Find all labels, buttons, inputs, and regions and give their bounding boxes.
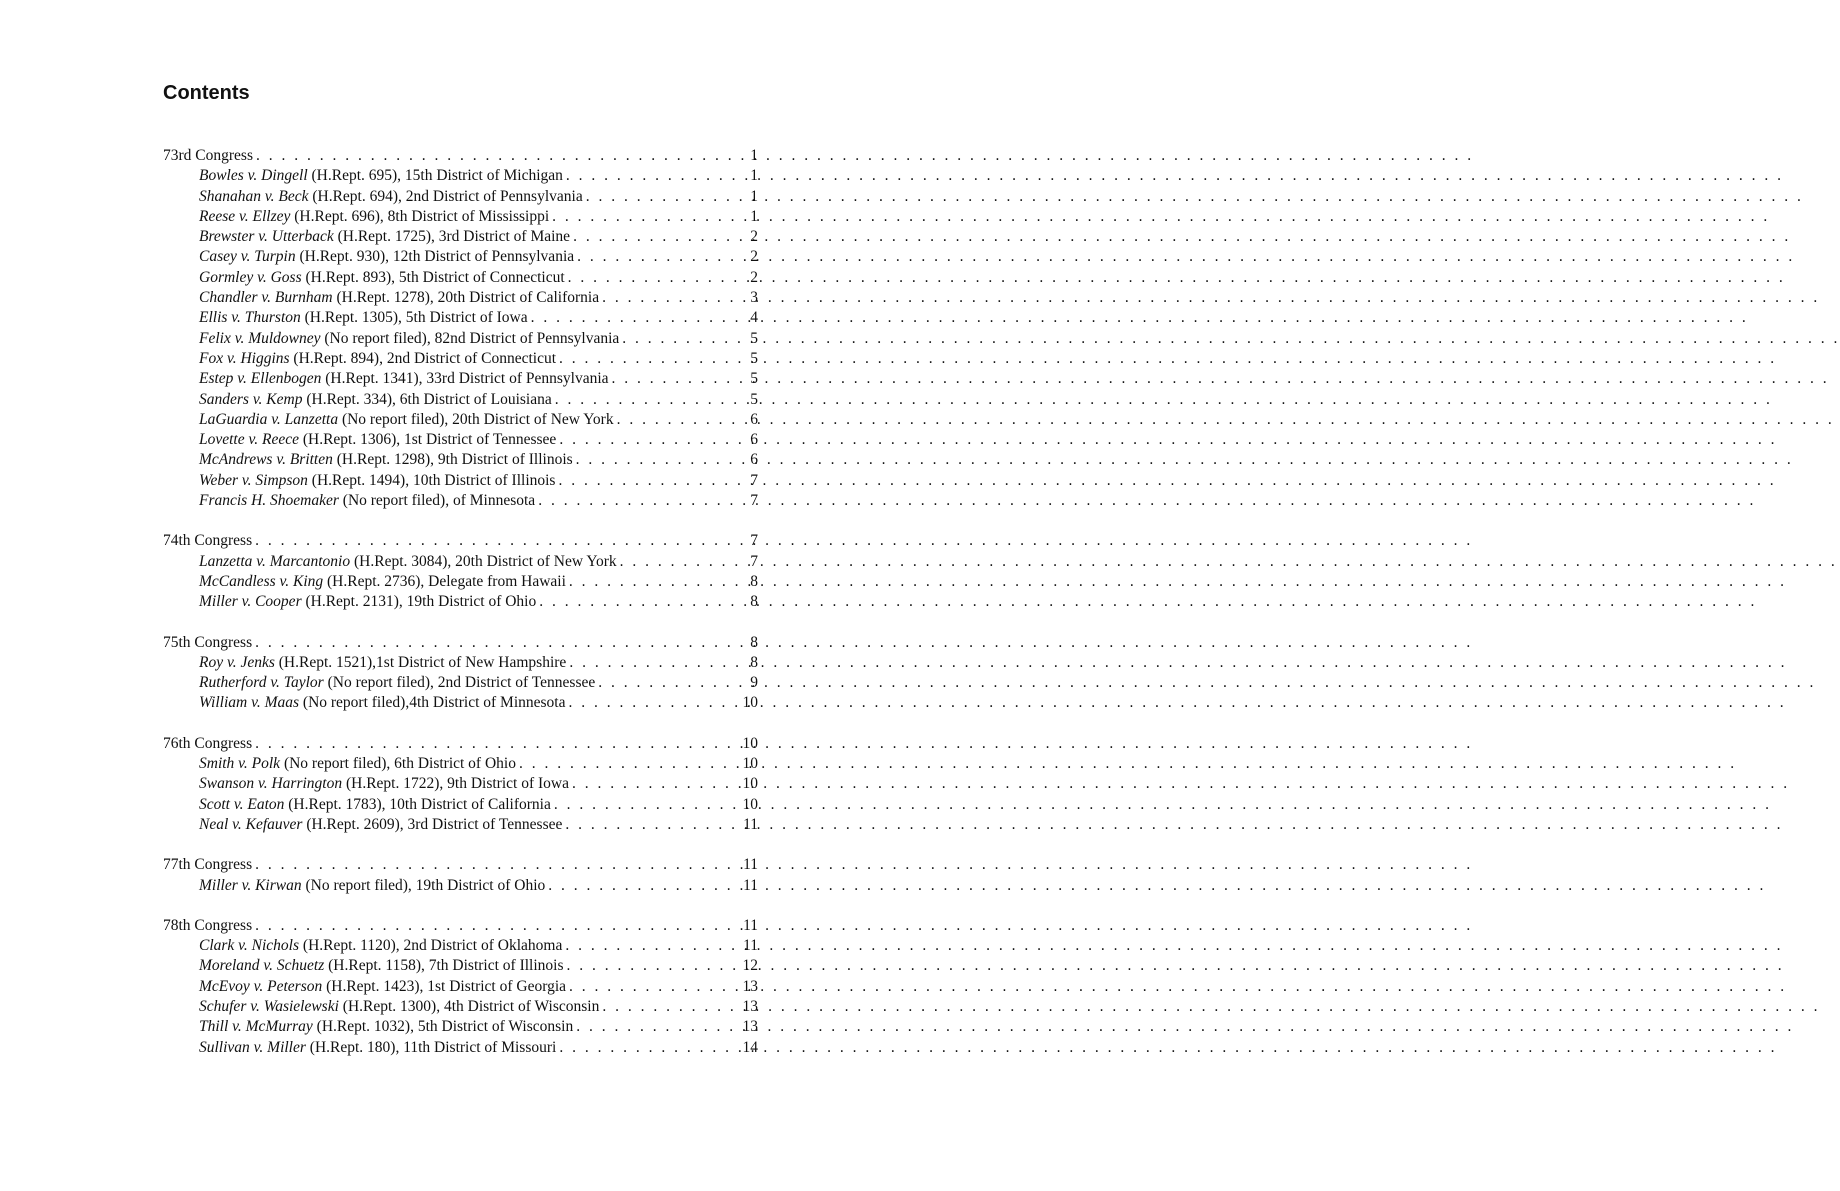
case-name: Lovette v. Reece — [199, 431, 299, 449]
page-number: 2 — [750, 228, 758, 246]
case-detail: (H.Rept. 2131), 19th District of Ohio — [305, 593, 537, 611]
toc-entry — [163, 227, 758, 247]
case-detail: (No report filed), 2nd District of Tennessee — [327, 674, 596, 692]
toc-entry — [163, 410, 758, 430]
entry-text — [199, 308, 528, 328]
entry-text — [199, 329, 619, 349]
entry-text — [199, 815, 562, 835]
entry-text — [199, 572, 566, 592]
congress-section — [163, 633, 758, 714]
dot-leader — [572, 774, 740, 794]
page-number: 11 — [743, 876, 758, 894]
case-name: Neal v. Kefauver — [199, 815, 303, 833]
page-number: 4 — [750, 309, 758, 327]
case-name: Schufer v. Wasielewski — [199, 997, 339, 1015]
dot-leader — [577, 247, 747, 267]
case-detail: (H.Rept. 1158), 7th District of Illinois — [328, 957, 564, 975]
case-detail: (H.Rept. 1494), 10th District of Illinois — [311, 471, 556, 489]
case-name: Miller v. Kirwan — [199, 876, 302, 894]
page-number: 7 — [750, 471, 758, 489]
entry-text — [199, 673, 595, 693]
page-number: 10 — [742, 755, 758, 773]
case-name: Thill v. McMurray — [199, 1018, 313, 1036]
page-number: 9 — [750, 674, 758, 692]
case-detail: (H.Rept. 894), 2nd District of Connecticut — [293, 349, 557, 367]
case-detail: (H.Rept. 1722), 9th District of Iowa — [345, 775, 569, 793]
congress-heading: 76th Congress — [163, 734, 253, 752]
page-number: 5 — [750, 349, 758, 367]
dot-leader — [569, 653, 747, 673]
entry-text — [199, 207, 549, 227]
entry-text — [199, 552, 617, 572]
entry-text — [199, 390, 552, 410]
toc-entry — [163, 491, 758, 511]
toc-entry — [163, 471, 758, 491]
case-name: Clark v. Nichols — [199, 937, 300, 955]
entry-text — [199, 795, 551, 815]
entry-text — [199, 693, 565, 713]
entry-text — [199, 977, 566, 997]
toc-entry — [163, 754, 758, 774]
case-name: Reese v. Ellzey — [199, 207, 291, 225]
case-name: Bowles v. Dingell — [199, 167, 308, 185]
case-name: Weber v. Simpson — [199, 471, 308, 489]
toc-entry — [163, 592, 758, 612]
toc-entry — [163, 572, 758, 592]
case-name: Felix v. Muldowney — [199, 329, 321, 347]
dot-leader — [617, 410, 748, 430]
toc-entry — [163, 369, 758, 389]
case-detail: (H.Rept. 180), 11th District of Missouri — [309, 1038, 557, 1056]
page-number: 13 — [742, 1018, 758, 1036]
case-detail: (No report filed), 19th District of Ohio — [305, 876, 546, 894]
page-number: 12 — [742, 957, 758, 975]
entry-text — [199, 653, 566, 673]
toc-entry — [163, 653, 758, 673]
congress-heading-line — [163, 734, 758, 754]
toc-entry — [163, 268, 758, 288]
toc-entry — [163, 693, 758, 713]
dot-leader — [519, 754, 740, 774]
case-name: Swanson v. Harrington — [199, 775, 343, 793]
page-number: 6 — [750, 431, 758, 449]
congress-section — [163, 855, 758, 896]
case-name: Gormley v. Goss — [199, 268, 302, 286]
case-detail: (H.Rept. 1725), 3rd District of Maine — [337, 228, 571, 246]
toc-entry — [163, 997, 758, 1017]
entry-text — [199, 187, 583, 207]
entry-text — [199, 936, 562, 956]
dot-leader — [565, 815, 740, 835]
case-name: Moreland v. Schuetz — [199, 957, 325, 975]
dot-leader — [576, 1017, 739, 1037]
case-name: Smith v. Polk — [199, 755, 281, 773]
case-detail: (H.Rept. 893), 5th District of Connecticut — [305, 268, 565, 286]
page-title: Contents — [163, 82, 250, 104]
congress-heading: 74th Congress — [163, 532, 253, 550]
toc-entry — [163, 308, 758, 328]
dot-leader — [255, 855, 740, 875]
dot-leader — [552, 207, 747, 227]
entry-text — [199, 774, 569, 794]
page-number: 2 — [750, 268, 758, 286]
congress-heading-line — [163, 146, 758, 166]
dot-leader — [565, 936, 740, 956]
page-number: 3 — [750, 289, 758, 307]
case-name: Sanders v. Kemp — [199, 390, 303, 408]
page-number: 5 — [750, 390, 758, 408]
congress-section — [163, 916, 758, 1058]
case-detail: (H.Rept. 1032), 5th District of Wisconsin — [316, 1018, 574, 1036]
page-number: 7 — [750, 552, 758, 570]
congress-heading: 73rd Congress — [163, 147, 253, 164]
toc-entry — [163, 1017, 758, 1037]
case-name: McCandless v. King — [199, 572, 324, 590]
toc-entry — [163, 187, 758, 207]
case-detail: (H.Rept. 1306), 1st District of Tennessee — [302, 431, 557, 449]
page-number: 7 — [750, 492, 758, 510]
congress-heading-line — [163, 916, 758, 936]
page-number: 8 — [750, 653, 758, 671]
toc-entry — [163, 552, 758, 572]
dot-leader — [554, 795, 740, 815]
page-number: 10 — [742, 775, 758, 793]
dot-leader — [612, 369, 748, 389]
toc-entry — [163, 876, 758, 896]
case-detail: (H.Rept. 2609), 3rd District of Tennessee — [306, 815, 563, 833]
entry-text — [199, 592, 536, 612]
entry-text — [199, 876, 545, 896]
page-number: 7 — [750, 532, 758, 550]
page-number: 11 — [743, 937, 758, 955]
entry-text — [199, 430, 556, 450]
dot-leader — [569, 977, 739, 997]
case-detail: (H.Rept. 1278), 20th District of California — [336, 289, 600, 307]
case-name: Roy v. Jenks — [199, 653, 275, 671]
toc-entry — [163, 815, 758, 835]
toc-entry — [163, 774, 758, 794]
dot-leader — [566, 166, 747, 186]
dot-leader — [531, 308, 748, 328]
case-detail: (No report filed), 6th District of Ohio — [283, 755, 516, 773]
case-name: McAndrews v. Britten — [199, 451, 333, 469]
toc-entry — [163, 430, 758, 450]
toc-entry — [163, 795, 758, 815]
congress-section — [163, 146, 758, 511]
entry-text — [199, 1017, 573, 1037]
dot-leader — [620, 552, 748, 572]
entry-text — [199, 491, 535, 511]
case-detail: (H.Rept. 694), 2nd District of Pennsylvania — [312, 187, 583, 205]
entry-text — [199, 956, 564, 976]
page-number: 13 — [742, 997, 758, 1015]
toc-entry — [163, 288, 758, 308]
case-detail: (H.Rept. 696), 8th District of Mississippi — [294, 207, 550, 225]
page-number: 10 — [742, 795, 758, 813]
case-detail: (No report filed),4th District of Minnesota — [302, 694, 566, 712]
entry-text — [199, 369, 609, 389]
page-number: 1 — [750, 207, 758, 225]
entry-text — [199, 349, 556, 369]
page-number: 6 — [750, 451, 758, 469]
dot-leader — [256, 146, 747, 166]
entry-text — [199, 288, 599, 308]
page-number: 6 — [750, 410, 758, 428]
congress-heading-line — [163, 531, 758, 551]
case-detail: (H.Rept. 1783), 10th District of California — [288, 795, 551, 813]
case-detail: (H.Rept. 1300), 4th District of Wisconsin — [342, 997, 600, 1015]
toc-entry — [163, 166, 758, 186]
toc-entry — [163, 247, 758, 267]
case-detail: (H.Rept. 1120), 2nd District of Oklahoma — [302, 937, 563, 955]
page-number: 5 — [750, 329, 758, 347]
congress-heading: 77th Congress — [163, 856, 253, 874]
dot-leader — [255, 633, 747, 653]
toc-entry — [163, 349, 758, 369]
case-name: Miller v. Cooper — [199, 593, 302, 611]
case-name: Fox v. Higgins — [199, 349, 290, 367]
dot-leader — [255, 531, 747, 551]
case-name: Ellis v. Thurston — [199, 309, 301, 327]
toc-entry — [163, 450, 758, 470]
entry-text — [199, 410, 614, 430]
case-name: Scott v. Eaton — [199, 795, 285, 813]
toc-entry — [163, 956, 758, 976]
entry-text — [199, 247, 574, 267]
page-number: 14 — [742, 1038, 758, 1056]
entry-text — [199, 268, 565, 288]
dot-leader — [559, 1038, 739, 1058]
congress-section — [163, 531, 758, 612]
case-detail: (No report filed), 82nd District of Pennsylvania — [324, 329, 620, 347]
entry-text — [199, 1038, 556, 1058]
page-number: 1 — [750, 187, 758, 205]
dot-leader — [567, 956, 740, 976]
dot-leader — [598, 673, 747, 693]
case-detail: (No report filed), 20th District of New York — [341, 410, 614, 428]
case-name: LaGuardia v. Lanzetta — [199, 410, 339, 428]
case-detail: (H.Rept. 334), 6th District of Louisiana — [306, 390, 552, 408]
dot-leader — [538, 491, 747, 511]
entry-text — [199, 166, 563, 186]
dot-leader — [539, 592, 747, 612]
toc-entry — [163, 207, 758, 227]
case-detail: (H.Rept. 1305), 5th District of Iowa — [304, 309, 528, 327]
toc-entry — [163, 390, 758, 410]
page-number: 10 — [742, 734, 758, 752]
case-name: Francis H. Shoemaker — [199, 492, 339, 510]
page-number: 10 — [742, 694, 758, 712]
dot-leader — [568, 268, 748, 288]
table-of-contents — [163, 146, 758, 1078]
dot-leader — [602, 997, 739, 1017]
case-name: Shanahan v. Beck — [199, 187, 309, 205]
page-number: 1 — [750, 167, 758, 185]
case-name: Estep v. Ellenbogen — [199, 370, 322, 388]
congress-heading-line — [163, 855, 758, 875]
page-number: 8 — [750, 572, 758, 590]
dot-leader — [586, 187, 748, 207]
page-number: 5 — [750, 370, 758, 388]
case-detail: (No report filed), of Minnesota — [342, 492, 536, 510]
congress-heading: 75th Congress — [163, 633, 253, 651]
entry-text — [199, 450, 573, 470]
dot-leader — [622, 329, 747, 349]
dot-leader — [558, 471, 747, 491]
case-name: Sullivan v. Miller — [199, 1038, 306, 1056]
page-number: 11 — [743, 815, 758, 833]
page-number: 1 — [750, 147, 758, 164]
page-number: 13 — [742, 977, 758, 995]
toc-entry — [163, 977, 758, 997]
toc-entry — [163, 673, 758, 693]
toc-entry — [163, 329, 758, 349]
congress-heading: 78th Congress — [163, 916, 253, 934]
entry-text — [199, 754, 516, 774]
dot-leader — [255, 916, 740, 936]
toc-entry — [163, 1038, 758, 1058]
case-name: McEvoy v. Peterson — [199, 977, 323, 995]
dot-leader — [555, 390, 748, 410]
congress-heading-line — [163, 633, 758, 653]
case-name: Chandler v. Burnham — [199, 289, 333, 307]
page-number: 8 — [750, 593, 758, 611]
dot-leader — [569, 572, 747, 592]
case-name: William v. Maas — [199, 694, 300, 712]
dot-leader — [559, 430, 747, 450]
case-name: Casey v. Turpin — [199, 248, 296, 266]
case-detail: (H.Rept. 1521),1st District of New Hampshire — [278, 653, 567, 671]
page-number: 8 — [750, 633, 758, 651]
dot-leader — [548, 876, 740, 896]
congress-section — [163, 734, 758, 835]
case-name: Brewster v. Utterback — [199, 228, 334, 246]
entry-text — [199, 997, 599, 1017]
dot-leader — [573, 227, 747, 247]
case-name: Rutherford v. Taylor — [199, 674, 324, 692]
case-detail: (H.Rept. 2736), Delegate from Hawaii — [327, 572, 566, 590]
dot-leader — [255, 734, 739, 754]
page-number: 11 — [743, 916, 758, 934]
case-detail: (H.Rept. 3084), 20th District of New York — [354, 552, 617, 570]
case-detail: (H.Rept. 1341), 33rd District of Pennsylvania — [325, 370, 609, 388]
case-name: Lanzetta v. Marcantonio — [199, 552, 351, 570]
entry-text — [199, 227, 570, 247]
toc-entry — [163, 936, 758, 956]
page-number: 2 — [750, 248, 758, 266]
entry-text — [199, 471, 555, 491]
case-detail: (H.Rept. 930), 12th District of Pennsylvania — [299, 248, 575, 266]
case-detail: (H.Rept. 1298), 9th District of Illinois — [336, 451, 573, 469]
page-number: 11 — [743, 856, 758, 874]
dot-leader — [602, 288, 747, 308]
case-detail: (H.Rept. 695), 15th District of Michigan — [311, 167, 563, 185]
case-detail: (H.Rept. 1423), 1st District of Georgia — [326, 977, 567, 995]
dot-leader — [559, 349, 747, 369]
dot-leader — [576, 450, 748, 470]
dot-leader — [568, 693, 739, 713]
